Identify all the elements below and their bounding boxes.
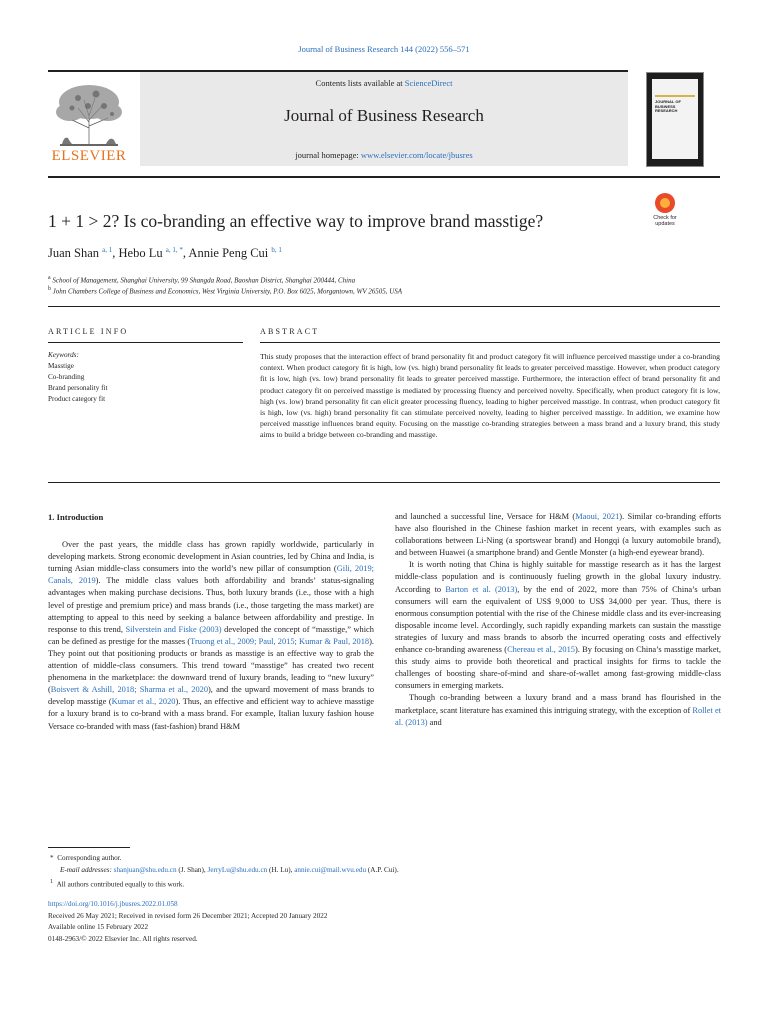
footnote-equal-contribution: $^1$ All authors contributed equally to this work. bbox=[50, 879, 185, 889]
citation-link[interactable]: Maoui, 2021 bbox=[575, 512, 620, 521]
citation-link[interactable]: Barton et al. (2013) bbox=[445, 584, 518, 594]
email-link[interactable]: JerryLu@shu.edu.cn bbox=[207, 866, 268, 874]
citation-link[interactable]: Chereau et al., 2015 bbox=[507, 645, 575, 655]
author-affiliation-marks[interactable]: b, 1 bbox=[271, 246, 282, 254]
abstract-rule bbox=[260, 342, 720, 343]
body-paragraph: Though co-branding between a luxury brand and a mass brand has flourished in the marketplace, scant literature has examined this intriguing strategy, with the exception of Rollet et al. (2013) and bbox=[395, 693, 722, 727]
email-link[interactable]: annie.cui@mail.wvu.edu bbox=[294, 866, 367, 874]
keywords-block bbox=[48, 350, 243, 405]
abstract-end-rule bbox=[48, 482, 720, 483]
keywords-label: Keywords: bbox=[48, 351, 79, 359]
copyright-line: 0148-2963/© 2022 Elsevier Inc. All rights reserved. bbox=[48, 935, 198, 944]
article-info-heading: ARTICLE INFO bbox=[48, 327, 129, 336]
body-paragraph: It is worth noting that China is highly suitable for masstige research as it has the largest middle-class population and is continuously fueling growth in the global luxury industry. According to Barton et al. (2013), by the end of 2022, more than 75% of China’s urban consumers will earn the equivalent of US$ 9,000 to US$ 34,000 per year. Thus, there is enormous consumption potential with the rise of the Chinese middle class and its ever-increasing disposable income level. Accordingly, such rapidly expanding markets can sustain the masstige strategies of luxury and mass brands to absorb the incurred operating costs and effectively enhance co-branding awareness (Chereau et al., 2015). By focusing on China’s masstige market, this study aims to provide both theoretical and practical insights for firms to tackle the challenges of boosting share-of-mind and share-of-wallet among fast-growing middle-class consumers in emerging markets. bbox=[395, 560, 721, 691]
publication-info bbox=[48, 899, 708, 946]
header-bottom-rule bbox=[48, 176, 720, 178]
section-heading-introduction: 1. Introduction bbox=[48, 512, 104, 522]
journal-homepage-line bbox=[140, 150, 628, 160]
paper-title: 1 + 1 > 2? Is co-branding an effective way to improve brand masstige? bbox=[48, 211, 544, 231]
received-dates: Received 26 May 2021; Received in revised form 26 December 2021; Accepted 20 January 2022 bbox=[48, 911, 328, 920]
section-divider bbox=[48, 306, 720, 307]
asterisk-mark: * bbox=[50, 854, 54, 862]
sciencedirect-link[interactable]: ScienceDirect bbox=[404, 78, 453, 88]
footnote-emails: E-mail addresses: shanjuan@shu.edu.cn (J. Shan), JerryLu@shu.edu.cn (H. Lu), annie.cui@mail.wvu.edu (A.P. Cui). bbox=[60, 866, 399, 874]
journal-cover-thumbnail[interactable] bbox=[646, 72, 704, 167]
keyword-item: Brand personality fit bbox=[48, 384, 108, 392]
contents-prefix: Contents lists available at bbox=[315, 78, 405, 88]
body-paragraph: and launched a successful line, Versace for H&M (Maoui, 2021). Similar co-branding efforts have also flourished in the Chinese fashion market in recent years, with examples such as collaborations between Li-Ning (a sportswear brand) and Hongqi (a luxury automobile brand), and between Huawei (a smartphone brand) and Gentle Monster (a high-end eyewear brand). bbox=[395, 512, 721, 558]
keyword-item: Product category fit bbox=[48, 395, 106, 403]
author-name[interactable]: Annie Peng Cui bbox=[188, 246, 269, 261]
citation-link[interactable]: Boisvert & Ashill, 2018; Sharma et al., 2020 bbox=[50, 685, 209, 695]
keyword-item: Masstige bbox=[48, 362, 74, 370]
online-date: Available online 15 February 2022 bbox=[48, 923, 149, 932]
contents-available-line bbox=[140, 78, 628, 88]
citation-link[interactable]: Truong et al., 2009; Paul, 2015; Kumar & Paul, 2018 bbox=[190, 636, 370, 646]
cover-title: JOURNAL OF BUSINESS RESEARCH bbox=[655, 99, 681, 114]
homepage-prefix: journal homepage: bbox=[295, 150, 361, 160]
email-link[interactable]: shanjuan@shu.edu.cn bbox=[113, 866, 177, 874]
author-affiliation-marks[interactable]: a, 1 bbox=[102, 246, 113, 254]
journal-cover-page bbox=[652, 79, 698, 159]
keyword-item: Co-branding bbox=[48, 373, 85, 381]
abstract-text: This study proposes that the interaction effect of brand personality fit and product category fit will influence perceived masstige under a co-branding context. When product category fit is high, low (vs. high) brand personality fit leads to greater perceived masstige. However, when product category fit is low, high (vs. low) brand personality fit leads to greater perceived masstige. Furthermore, the interaction effect of brand personality fit and product category fit on perceived masstige is mediated by processing fluency and perceived novelty. Specifically, when product category fit is low, high (vs. low) brand personality fit can elicit greater processing fluency, leading to higher perceived masstige. In contrast, when product category fit is high, low (vs. high) brand personality fit can stimulate perceived novelty, leading to higher perceived masstige. In addition, we examine how perceived masstige influences brand equity. Focusing on the masstige co-branding strategies between a mass brand and a luxury brand, this study aims to build a bridge between co-branding and masstige. bbox=[260, 352, 720, 440]
footnote-corresponding: * Corresponding author. bbox=[50, 854, 122, 862]
citation-link[interactable]: Gili, 2019; Canals, 2019 bbox=[48, 564, 374, 586]
footnote-rule bbox=[48, 847, 130, 848]
citation-link[interactable]: Silverstein and Fiske (2003) bbox=[125, 624, 222, 634]
author-name[interactable]: Hebo Lu bbox=[118, 246, 163, 261]
journal-title: Journal of Business Research bbox=[284, 106, 484, 125]
citation-link[interactable]: Kumar et al., 2020 bbox=[111, 697, 176, 707]
abstract-heading: ABSTRACT bbox=[260, 327, 320, 336]
body-column-right bbox=[395, 511, 721, 729]
body-column-left bbox=[48, 511, 374, 733]
journal-homepage-link[interactable]: www.elsevier.com/locate/jbusres bbox=[360, 150, 473, 160]
body-paragraph: Over the past years, the middle class has grown rapidly worldwide, particularly in developing markets. Strong economic development in Asian countries, led by China and India, is turning Asian middle-class consumers into the world’s new pillar of consumption (Gili, 2019; Canals, 2019). The middle class values both affordability and brands’ status-signaling advantages when making purchase decisions. Thus, both luxury brands (i.e., those with a high level of prestige and premium price) and mass brands (i.e., those targeting the mass market) are attempting to appeal to this need by seeking a balance between affordability and prestige. In response to this trend, Silverstein and Fiske (2003) developed the concept of “masstige,” which can be defined as prestige for the masses (Truong et al., 2009; Paul, 2015; Kumar & Paul, 2018). They point out that positioning products or brands as masstige is an effective way to grab the attention of middle-class consumers. This trend toward “masstige” has created two recent phenomena in the marketplace: the downward trend of luxury brands, leading to “new luxury” (Boisvert & Ashill, 2018; Sharma et al., 2020), and the upward movement of mass brands to develop masstige (Kumar et al., 2020). Thus, an effective and efficient way to achieve masstige for a luxury brand is to co-brand with a mass brand. For example, Italian luxury fashion house Versace co-branded with mass (fast-fashion) brand H&M bbox=[48, 540, 375, 731]
check-for-updates-label: Check for updates bbox=[653, 215, 677, 227]
affiliation-a: $^a$ School of Management, Shanghai University, 99 Shangda Road, Baoshan District, Shanghai 200444, China bbox=[48, 275, 356, 285]
journal-citation[interactable]: Journal of Business Research 144 (2022) 556–571 bbox=[298, 44, 470, 54]
author-affiliation-marks[interactable]: a, 1, * bbox=[165, 246, 183, 254]
check-for-updates-badge[interactable] bbox=[648, 193, 682, 227]
author-name[interactable]: Juan Shan bbox=[48, 246, 100, 261]
citation-link[interactable]: Rollet et al. (2013) bbox=[395, 705, 722, 727]
elsevier-wordmark: ELSEVIER bbox=[51, 148, 127, 164]
affiliation-b: $^b$ John Chambers College of Business and Economics, West Virginia University, P.O. Box 6025, Morgantown, WV 26505, USA bbox=[48, 286, 403, 296]
author-list: Juan Shan $^{a, 1}$, Hebo Lu $^{a, 1, *}$, Annie Peng Cui $^{b, 1}$ bbox=[48, 246, 282, 261]
article-info-rule bbox=[48, 342, 243, 343]
footnotes bbox=[50, 852, 710, 890]
check-for-updates-icon bbox=[655, 193, 675, 213]
doi-link[interactable]: https://doi.org/10.1016/j.jbusres.2022.01.058 bbox=[48, 900, 178, 908]
